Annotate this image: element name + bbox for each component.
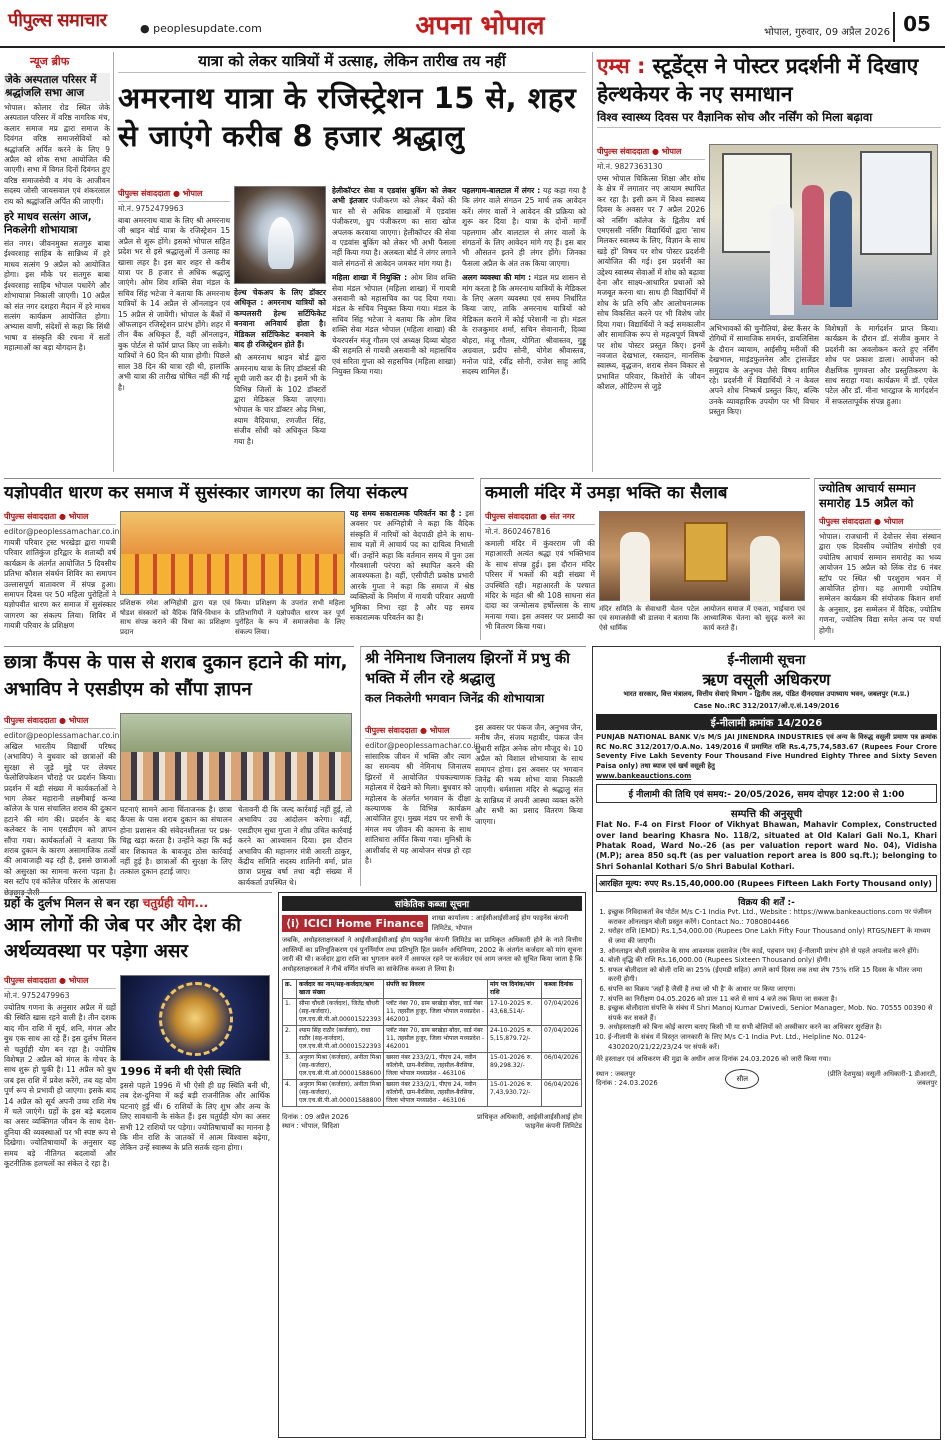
tribunal-address: भारत सरकार, वित्त मंत्रालय, वित्तीय सेवाएं विभाग - द्वितीय तल, पंडित दीनदयाल उपाध्याय भवन, जबलपुर (म.प्र.) — [623, 690, 910, 698]
property-schedule: Flat No. F-4 on First Floor of Vikhyat Bhawan, Mahavir Complex, Constructed over land bearing Khasra No. 118/2, situated at Old Kalari Gali No.1, Khari Phatak Road, Ward No.-26 (as per valuation report ward No. 04), Vidisha (M.P); area 850 sq.ft (as per valuation report area is 800 sq.ft.); belonging to Shri Sohanlal Kothari S/o Shri Babulal Kothari. — [596, 820, 937, 871]
subhead: यह समय सकारात्मक परिवर्तन का है : — [350, 509, 462, 518]
box-headline: 1996 में बनी थी ऐसी स्थिति — [120, 1065, 241, 1078]
box-body: इससे पहले 1996 में भी ऐसी ही ग्रह स्थिति बनी थी, तब देश-दुनिया में कई बड़ी राजनीतिक और आर्थिक घटनाएं हुई थीं। 6 राशियों के लिए शुभ और अन्य के लिए सावधानी के संकेत हैं। इस चतुर्ग्रही योग का असर सभी 12 राशियों पर पड़ेगा। ज्योतिषाचार्यों का मानना है कि मीन राशि के जातकों में आत्म विश्वास बढ़ेगा, लेकिन उन्हें स्वास्थ्य के प्रति सतर्क रहना होगा। — [120, 1081, 270, 1153]
story-body: गायत्री परिवार ट्रस्ट भरखेड़ा द्वारा गायत्री परिवार शांतिकुंज हरिद्वार के शताब्दी वर्ष कार्यक्रम के अंतर्गत आयोजित 5 दिवसीय प्रतिभा कौशल संवर्धन शिविर का समापन उल्लासपूर्ण वातावरण में संपन्न हुआ। समापन दिवस पर 50 महिला पुरोहितों ने यज्ञोपवीत धारण कर समाज में सुसंस्कार जागरण का संकल्प लिया। शिविर में गायत्री परिवार के प्रशिक्षण — [4, 538, 116, 631]
crowd-row — [121, 752, 351, 800]
icici-logo-icon: ⟨i⟩ — [286, 917, 300, 931]
authorised-officer: प्राधिकृत अधिकारी, आईसीआईसीआई होम फाइनेंस कंपनी लिमिटेड — [477, 1112, 582, 1131]
story-body: भोपाल। राजधानी में देवोत्तर सेवा संस्थान द्वारा एक दिवसीय ज्योतिष संगोष्ठी एवं ज्योतिष आचार्य सम्मान समारोह का भव्य आयोजन 15 अप्रैल को लिंक रोड 6 नंबर स्टॉप पर स्थित श्री परशुराम भवन में आयोजित होगा। यह आगामी ज्योतिष सम्मेलन कार्यक्रम की संयोजक किशन शर्मा के अनुसार, इस सम्मेलन में वैदिक, ज्योतिष गणना, ज्योतिष विद्या समेत अन्य पर चर्चा होगी। — [819, 532, 941, 635]
story-body-4b: मंडल मप्र शासन से मांग करता है कि अमरनाथ यात्रियों के मेडिकल के लिए अलग व्यवस्था एवं समय निर्धारित किया जाए, ताकि अमरनाथ यात्रियों को मेडिकल कराने में कोई परेशानी ना हो। मंडल के राजकुमार शर्मा, सचिन सेवानानी, दिव्या बोहरा, मंजू गौतम, योगिता श्रीवास्तव, गुड्डू अग्रवाल, प्रदीप सोनी, योगेश श्रीवास्तव, मनोज पांडे, रवींद्र सोनी, राजेश साहू आदि सदस्य शामिल हैं। — [462, 273, 586, 376]
case-parties: PUNJAB NATIONAL BANK V/s M/S JAI JINENDRA INDUSTRIES एवं अन्य के विरुद्ध वसूली प्रमाण पत्र क्रमांक RC No.RC 312/2017/O.A.No. 149/2016 में प्रमाणित राशि Rs.4,75,74,583.67 (Rupees Four Crore Seventy Five Lakh Seventy Four Thousand Five Hundred Eighty Three and Sixty Seven Paisa only) तथा ब्याज एवं खर्च वसूली हेतु — [596, 733, 937, 770]
byline: पीपुल्स संवाददाता ● भोपाल — [118, 186, 230, 202]
story-headline: यज्ञोपवीत धारण कर समाज में सुसंस्कार जागरण का लिया संकल्प — [4, 483, 408, 503]
story-body: ज्योतिष गणना के अनुसार अप्रैल में ग्रहों की स्थिति खास रहने वाली है। तीन दशक बाद मीन राशि में सूर्य, शनि, मंगल और बुध एक साथ आ रहे हैं। इस दुर्लभ मिलन से चतुर्ग्रही योग बन रहा है। ज्योतिष विशेषज्ञ 2 अप्रैल को मंगल के गोचर के साथ शुरू हो चुकी है। 11 अप्रैल को बुध जब इस राशि में प्रवेश करेंगे, तब यह योग पूर्ण रूप से प्रभावी हो जाएगा। इसके बाद 14 अप्रैल को सूर्य अपनी उच्च राशि मेष में चले जाएंगे। ग्रहों के इस बड़े बदलाव का असर व्यक्तिगत जीवन के साथ देश-दुनिया की व्यवस्थाओं पर भी स्पष्ट रूप से दिखेगा। ज्योतिषाचार्यों के अनुसार यह समय बड़े नीतिगत बदलावों और कूटनीतिक हलचलों का संकेत दे रहा है। — [4, 1003, 116, 1169]
story-kicker: एम्स : — [597, 54, 646, 78]
mobile-number: मो.नं. 9752479963 — [118, 204, 184, 213]
reserve-price: आरक्षित मूल्य: रुपए Rs.15,40,000.00 (Rupees Fifteen Lakh Forty Thousand only) — [596, 875, 937, 892]
subhead: हेलीकॉप्टर सेवा व एडवांस बुकिंग को लेकर अभी इंतजार — [332, 186, 456, 206]
story-headline: श्री नेमिनाथ जिनालय झिरनों में प्रभु की भक्ति में लीन रहे श्रद्धालु — [365, 651, 570, 687]
list-item: 3. ऑनलाइन बोली दस्तावेज के साथ आवश्यक दस्तावेज (पैन कार्ड, पहचान पत्र) ई-नीलामी प्रारंभ होने से पहले अपलोड करने होंगे। — [608, 947, 937, 957]
story-body: कमाली मंदिर में कुंवरराम जी की महाआरती अत्यंत श्रद्धा एवं भक्तिभाव के साथ संपन्न हुई। इस दौरान मंदिर परिसर में भक्तों की बड़ी संख्या में उपस्थिति रही। महाआरती के पश्चात मंदिर के महंत श्री श्री 108 साधना संत दादा का जन्मोत्सव हर्षोल्लास के साथ मनाया गया। इस अवसर पर प्रसादी का भी वितरण किया गया। — [485, 539, 595, 632]
table-row: 2. श्याम सिंह राठौर (कर्जदार), राधा राठौर (सह-कर्जदार), एल.एच.बी.पी.ओ.00001522393 प्लॉट नंबर 70, ग्राम बरखेड़ा बोंदर, वार्ड नंबर 11, तहसील हुजूर, जिला भोपाल मध्यप्रदेश - 462001 24-10-2025 रु. 5,15,879.72/- 07/04/2026 — [283, 1025, 582, 1052]
photo-caption-2: किया। प्रशिक्षण के उपरांत सभी महिला प्रतिभागियों ने यज्ञोपवीत धारण कर पूर्ण पुरोहित के रूप में समाजसेवा के लिए संकल्प लिया। — [235, 599, 345, 636]
story-body-3: चेतावनी दी कि जल्द कार्रवाई नहीं हुई, तो अभाविप उग्र आंदोलन करेगा। वहीं, एसडीएम सुधा गुप्ता ने शीघ्र उचित कार्रवाई करने का आश्वासन दिया। इस दौरान अभाविप की महानगर मंत्री आरती ठाकुर, केंद्रीय समिति सदस्य शालिनी वर्मा, प्रांत छात्रा प्रमुख वर्षा तथा बड़ी संख्या में कार्यकर्ता उपस्थित थे। — [238, 805, 352, 887]
case-number: Case No.:RC 312/2017/ओ.ए.सं.149/2016 — [693, 701, 840, 710]
aiims-story — [592, 52, 941, 472]
email: editor@peoplessamachar.co.in — [4, 731, 120, 740]
deity-frame — [684, 522, 728, 582]
table-row: 1. सीमा चौधरी (कर्जदार), जितेंद्र चौधरी (सह-कर्जदार), एल.एच.बी.पी.ओ.00001522393 प्लॉट नंबर 70, ग्राम बरखेड़ा बोंदर, वार्ड नंबर 11, तहसील हुजूर, जिला भोपाल मध्यप्रदेश - 462001 17-10-2025 रु. 43,68,514/- 07/04/2026 — [283, 998, 582, 1025]
abvp-story — [4, 646, 354, 897]
person-figure — [770, 205, 794, 315]
crowd-row — [121, 554, 344, 594]
notice-title: ई-नीलामी सूचना — [727, 653, 806, 668]
globe-icon: ● — [140, 22, 150, 35]
person-figure — [750, 536, 780, 602]
brief-item-body: संत नगर। जीवनमुक्त सतगुरु बाबा ईश्वरशाह साहिब के सान्निध्य में हरे माधव सत्संग 9 अप्रैल को आयोजित होगा। इस मौके पर सतगुरु बाबा ईश्वरशाह साहिब भोपाल पधारेंगे और शोभायात्रा निकाली जाएगी। 10 अप्रैल को संत नगर दशहरा मैदान में हरे माधव सत्संग कार्यक्रम आयोजित होगा। अभ्यास वाणी, संदेशों से कहा कि सिंधी भाषा व संस्कृति की रचना में सतों महात्माओं का बड़ा योगदान है। — [4, 239, 110, 353]
subhead: अलग व्यवस्था की मांग : — [462, 273, 532, 283]
logo-text: पीपुल्स समाचार — [8, 10, 107, 31]
byline: पीपुल्स संवाददाता ● भोपाल — [4, 509, 116, 525]
story-headline: छात्रा कैंपस के पास से शराब दुकान हटाने की मांग, अभाविप ने एसडीएम को सौंपा ज्ञापन — [4, 652, 348, 700]
byline: पीपुल्स संवाददाता ● संत नगर — [485, 509, 595, 525]
notice-place: स्थान : भोपाल, विदिशा — [282, 1122, 340, 1131]
subhead: पहलगाम-बालटाल में लंगर : — [462, 186, 541, 195]
story-subhead: विश्व स्वास्थ्य दिवस पर वैज्ञानिक सोच और नर्सिंग को मिला बढ़ावा — [597, 110, 941, 128]
news-brief-label: न्यूज ब्रीफ — [4, 52, 110, 71]
brief-item-2 — [4, 211, 110, 353]
story-headline: एम्स : स्टूडेंट्स ने पोस्टर प्रदर्शनी में दिखाए हेल्थकेयर के नए समाधान — [597, 54, 919, 106]
ice-lingam-shape — [268, 217, 294, 269]
story-body-2: अभिभावकों की चुनौतियां, ब्रेस्ट कैंसर के रोगियों में सामाजिक समर्थन, डायलिसिस के दौरान व्यायाम, आईसीयू मरीजों की देखभाल, माइंडफुलनेस और ट्रांसजेंडर समुदाय के अनुभव जैसे विषय शामिल रहे। प्रदर्शनी में विद्यार्थियों ने न केवल अपने शोध निष्कर्ष प्रस्तुत किए, बल्कि उनके व्यावहारिक उपयोग पर भी विचार प्रस्तुत किए। — [709, 324, 819, 417]
byline: पीपुल्स संवाददाता ● भोपाल — [819, 514, 941, 530]
auction-date: ई नीलामी की तिथि एवं समय:- 20/05/2026, समय दोपहर 12:00 से 1:00 — [596, 784, 937, 803]
byline: पीपुल्स संवाददाता ● भोपाल — [597, 144, 705, 160]
person-figure — [802, 185, 824, 305]
byline: पीपुल्स संवाददाता ● भोपाल — [4, 973, 116, 989]
auction-website[interactable]: www.bankeauctions.com — [596, 771, 692, 780]
story-headline: आम लोगों की जेब पर और देश की अर्थव्यवस्था पर पड़ेगा असर — [4, 915, 241, 962]
photo-caption-2: आयोजन समाज में एकता, भाईचारा एवं आध्यात्मिक चेतना को सुदृढ़ करने का कार्य करते हैं। — [703, 605, 805, 632]
person-figure — [620, 532, 650, 602]
story-body-2: इस अवसर पर पंकज जैन, अनुभव जैन, मनीष जैन, संजय महावीर, पंकज जैन सुधारी सहित अनेक लोग मौजूद थे। 10 अप्रैल को विशाल शोभायात्रा के साथ समापन होगा। इस अवसर पर भगवान जिनेंद्र की भव्य शोभा यात्रा निकाली जाएगी। धर्मशाला मंदिर से श्रद्धालु संत के सान्निध्य में अपनी आस्था व्यक्त करेंगे और सभी का प्रसाद वितरण किया जाएगा। — [475, 723, 583, 826]
table-header: संपत्ति का विवरण — [384, 979, 488, 998]
newspaper-logo — [8, 8, 136, 42]
byline: पीपुल्स संवाददाता ● भोपाल — [4, 713, 116, 729]
table-header-row — [283, 979, 582, 998]
story-body-3: पंजीकरण को लेकर बैंकों की चार सौ से अधिक शाखाओं में एडवांस पंजीकरण, ग्रुप पंजीकरण का सारा खोज अपलक करवाया जाएगा। हेलीकॉप्टर की सेवा व एडवांस बुकिंग को लेकर भी अभी फैसला नहीं किया गया है। अलबता बोर्ड ने लंगर लगाने वाले संगठनों से आवेदन जमकर मांग गया है। — [332, 196, 457, 268]
table-header: कर्जदार का नाम/सह-कर्जदार/ऋण खाता संख्या — [297, 979, 384, 998]
drt-e-auction-notice — [592, 646, 941, 1440]
news-brief-column — [4, 52, 114, 472]
story-headline: कमाली मंदिर में उमड़ा भक्ति का सैलाब — [485, 483, 728, 503]
masthead — [0, 0, 945, 48]
kamali-story — [480, 478, 810, 640]
temple-deity-photo — [599, 511, 805, 601]
table-header: क्र. — [283, 979, 297, 998]
page-number: 05 — [893, 12, 939, 42]
list-item: 7. संपत्ति का निरीक्षण 04.05.2026 को प्रातः 11 बजे से सायं 4 बजे तक किया जा सकता है। — [608, 995, 937, 1005]
story-kicker: यात्रा को लेकर यात्रियों में उत्साह, लेकिन तारीख तय नहीं — [118, 52, 586, 73]
zodiac-ring — [159, 982, 233, 1056]
neminath-story — [360, 646, 586, 886]
photo-caption: मंदिर समिति के सेवाधारी चेतन पटेल एवं समाजसेवी श्री डालवा ने बताया कि ऐसे धार्मिक — [599, 605, 699, 632]
email: editor@peoplessamachar.co.in — [4, 527, 120, 536]
table-header: मांग पत्र दिनांक/मांग राशि — [488, 979, 542, 998]
icici-logo: ⟨i⟩ ICICI Home Finance — [282, 915, 428, 932]
official-seal: सील — [725, 1069, 759, 1089]
story-body-2: श्री अमरनाथ श्राइन बोर्ड द्वारा अमरनाथ यात्रा के लिए डॉक्टर्स की सूची जारी कर दी है। इसमें भी के विभिन्न जिलों के 102 डॉक्टरों द्वारा मेडिकल किया जाएगा। भोपाल के चार डॉक्टर ओढ़ मिश्रा, श्याम वैदियाधा, रणजीत सिंह, संजीव सोंधी को अधिकृत किया गया है। — [234, 353, 327, 446]
schedule-heading: सम्पत्ति की अनुसूची — [730, 809, 803, 821]
issue-statement: मेरे हस्ताक्षर एवं अधिकरण की मुद्रा के अधीन आज दिनांक 24.03.2026 को जारी किया गया। — [596, 1055, 831, 1064]
amarnath-shivling-photo — [234, 186, 326, 284]
mobile-number: मो.नं. 9752479963 — [4, 991, 70, 1000]
protest-photo — [120, 713, 352, 801]
table-row: 4. अनुराग मिश्रा (कर्जदार), अनीता मिश्रा (सह-कर्जदार), एल.एच.बी.पी.ओ.00001588800 खसरा नंबर 233/2/1, पीएच 24, नवीन कॉलोनी, ग्राम-बैरसिया, तहसील-बैरसिया, जिला भोपाल मध्यप्रदेश - 463106 15-01-2026 रु. 7,43,930.72/- 06/04/2026 — [283, 1079, 582, 1106]
notice-date: दिनांक : 09 अप्रैल 2026 — [282, 1112, 349, 1121]
list-item: 1. इच्छुक निविदाकर्ता वेब पोर्टल M/s C-1 India Pvt. Ltd., Website : https://www.bankeauctions.com पर पंजीयन कराकर ऑनलाइन बोली प्रस्तुत करेंगे। Contact No.: 7080804466 — [608, 908, 937, 927]
subhead: महिला शाखा में नियुक्ति : — [332, 273, 408, 283]
list-item: 9. अधोहस्ताक्षरी को बिना कोई कारण बताए किसी भी या सभी बोलियों को अस्वीकार करने का अधिकार सुरक्षित है। — [608, 1023, 937, 1033]
notice-date: दिनांक : 24.03.2026 — [596, 1079, 658, 1088]
story-body-2: घटनाएं सामने आना चिंताजनक है। छात्रा कैंपस के पास शराब दुकान का संचालन होना प्रशासन की संवेदनशीलता पर प्रश्न-चिह्न खड़ा करता है। उन्होंने कहा कि कई बार शिकायत के बावजूद ठोस कार्रवाई नहीं हुई है। छात्राओं की सुरक्षा के लिए तत्काल दुकान हटाई जाए। — [120, 805, 232, 877]
story-body: बाबा अमरनाथ यात्रा के लिए श्री अमरनाथ जी श्राइन बोर्ड यात्रा के रजिस्ट्रेशन 15 अप्रैल से शुरू होंगे। इसको भोपाल सहित प्रदेश भर से इसे श्रद्धालुओं में उत्साह का खासा लहर है। इस बार शहर से करीब यात्रा पर 8 हजार से अधिक श्रद्धालु जाएंगे। ओम शिव शक्ति सेवा मंडल के सचिव सिंह भटेजा ने बताया कि अमरनाथ यात्रियों के 14 अप्रैल से ऑनलाइन एवं 15 अप्रैल से जायेंगी। भोपाल के बैंकों में ऑफलाइन रजिस्ट्रेशन प्रारंभ होंगे। शहर में तीन बैंक अधिकृत हैं, वहीं ऑनलाइन, बुक पोर्टल से फॉर्म प्राप्त किए जा सकेंगे। यात्रियों ने 60 दिन की यात्रा होगी। पिछले साल 38 दिन की यात्रा रही थी, हालांकि अभी यात्रा की तारीख घोषित नहीं की गई है। — [118, 216, 230, 392]
poster-exhibition-photo — [709, 144, 938, 320]
icici-possession-notice — [278, 892, 586, 1438]
recovery-officer: (प्रीति देशमुख) वसूली अधिकारी-1 डीआरटी, जबलपुर — [827, 1069, 937, 1088]
photo-caption: हेल्थ चेकअप के लिए डॉक्टर अधिकृत : अमरनाथ यात्रियों को कम्पलसरी हेल्थ सर्टिफिकेट बनवाना अनिवार्य होता है। मेडिकल सर्टिफिकेट बनवाने के बाद ही रजिस्ट्रेशन होते हैं। — [234, 288, 326, 350]
terms-heading: विक्रय की शर्तें :- — [738, 898, 795, 909]
brief-item-body: भोपाल। कोलार रोड स्थित जेके अस्पताल परिसर में वरिष्ठ नागरिक मंच, कलार समाज मप्र द्वारा समाज के दिवंगत वरिष्ठ समाजसेवियों को श्रद्धांजलि अर्पित करने के लिए 9 अप्रैल को शोक सभा आयोजित की जाएगी। सभा में विगत दिनों दिवंगत हुए वरिष्ठ समाजसेवी व मंच के आजीवन सदस्य जोसी जायसवाल एवं शंकरलाल राय को श्रद्धांजलि अर्पित की जाएगी। — [4, 103, 110, 206]
photo-caption: प्रशिक्षक रमेश अग्निहोत्री द्वारा यज्ञ एवं षोडश संस्कारों को वैदिक विधि-विधान के साथ संपन्न कराने की विधा का प्रशिक्षण प्रदान — [120, 599, 230, 636]
story-body: एम्स भोपाल चिकित्सा शिक्षा और शोध के क्षेत्र में लगातार नए आयाम स्थापित कर रहा है। इसी क्रम में विश्व स्वास्थ्य दिवस के अवसर पर 7 अप्रैल 2026 को नर्सिंग कॉलेज के द्वितीय वर्ष एमएससी नर्सिंग विद्यार्थियों द्वारा 'साथ मिलकर स्वास्थ्य के लिए, विज्ञान के साथ खड़े हों' विषय पर शोध पोस्टर प्रदर्शनी आयोजित की गई। इस प्रदर्शनी का उद्देश्य स्वास्थ्य सेवाओं में शोध को बढ़ावा देना और साक्ष्य-आधारित प्रथाओं को मजबूत करना था। साथ ही विद्यार्थियों में शोध के प्रति रुचि और आलोचनात्मक सोच विकसित करने पर भी विशेष जोर दिया गया। विद्यार्थियों ने कई समकालीन और सामाजिक रूप से महत्वपूर्ण विषयों पर शोध पोस्टर प्रस्तुत किए। इनमें नवजात देखभाल, रक्तदान, मानसिक स्वास्थ्य, वृद्धजन, शराब सेवन विकार से प्रभावित परिवार, किशोरों के जीवन कौशल, ऑटिज्म से जुड़े — [597, 174, 705, 392]
brief-item-1 — [4, 73, 110, 207]
notice-title: सांकेतिक कब्जा सूचना — [282, 896, 582, 911]
email: editor@peoplessamachar.co.in — [365, 741, 481, 750]
website-link[interactable]: ● peoplesupdate.com — [140, 22, 262, 35]
section-title: अपना भोपाल — [415, 11, 545, 41]
list-item: 6. संपत्ति का विक्रय 'जहाँ है जैसी है तथा जो भी है' के आधार पर किया जाएगा। — [608, 985, 937, 995]
mobile-number: मो.नं. 8602467816 — [485, 527, 551, 536]
story-body: अखिल भारतीय विद्यार्थी परिषद (अभाविप) ने बुधवार को छात्राओं की सुरक्षा से जुड़े मुद्दे पर लेक्चर फेलोशिपकेशन चौराहे पर प्रदर्शन किया। प्रदर्शन में बड़ी संख्या में कार्यकर्ताओं ने भाग लेकर महारानी लक्ष्मीबाई कन्या कॉलेज के पास संचालित शराब की दुकान हटाने की मांग की। प्रदर्शन के बाद कलेक्टर के नाम एसडीएम को ज्ञापन सौंपा गया। कार्यकर्ताओं ने बताया कि शराब दुकान के कारण असामाजिक तत्वों की आवाजाही बढ़ रही है, इससे छात्राओं को असुरक्षा का सामना करना पड़ता है। बस स्टॉप एवं कॉलेज परिसर के आसपास छेड़छाड़ जैसी — [4, 742, 116, 897]
story-kicker: ग्रहों के दुर्लभ मिलन से बन रहा चतुर्ग्रही योग... — [4, 896, 209, 910]
tribunal-name: ऋण वसूली अधिकरण — [702, 670, 831, 689]
story-headline: अमरनाथ यात्रा के रजिस्ट्रेशन 15 से, शहर से जाएंगे करीब 8 हजार श्रद्धालु — [118, 81, 577, 153]
list-item: 10. ई-नीलामी के संबंध में विस्तृत जानकारी के लिए M/s C-1 India Pvt. Ltd., Helpline No. 0124-4302020/21/22/23/24 पर संपर्क करें। — [608, 1033, 937, 1052]
story-body-3: विशेषज्ञों के मार्गदर्शन प्राप्त किया। कार्यक्रम के दौरान डॉ. संजीव कुमार ने प्रदर्शनी का अवलोकन करते हुए नर्सिंग शोध पर प्रकाश डाला। आयोजन को शैक्षणिक गुणवत्ता और प्रस्तुतिकरण के साथ सराहा गया। कार्यक्रम में डॉ. एचेल पटेल और डॉ. मीना भारद्वाज के मार्गदर्शन में सफलतापूर्वक संपन्न हुआ। — [825, 324, 938, 406]
zodiac-wheel-graphic — [120, 975, 270, 1061]
brief-item-title: जेके अस्पताल परिसर में श्रद्धांजलि सभा आज — [4, 73, 110, 101]
story-subhead: कल निकलेगी भगवान जिनेंद्र की शोभायात्रा — [365, 691, 545, 705]
story-body-4: यह कहा गया है कि लंगर वाले संगठन 25 मार्च तक आवेदन करें। लंगर वालों ने आवेदन की प्रक्रिया को शुरू कर दिया है। यात्रा के दोनों मार्गों पहलगाम और बालटाल से लंगर वालों के संगठनों के लिए आवेदन मांगे गए हैं। इस बार भी औसतन इतने ही लंगर होंगे। जिनका फैसला अप्रैल के अंत तक किया जाएगा। — [462, 186, 586, 268]
notice-intro: जबकि, अधोहस्ताक्षरकर्ता ने आईसीआईसीआई होम फाइनेंस कंपनी लिमिटेड का प्राधिकृत अधिकारी होने के नाते वित्तीय आस्तियों का प्रतिभूतिकरण एवं पुनर्निर्माण तथा प्रतिभूति हित प्रवर्तन अधिनियम, 2002 के अंतर्गत कर्जदार को मांग सूचना जारी की थी। कर्जदार द्वारा राशि का भुगतान करने में असफल रहने पर कर्जदार एवं आम जनता को सूचित किया जाता है कि अधोहस्ताक्षरकर्ता ने नीचे वर्णित संपत्ति का सांकेतिक कब्जा ले लिया है। — [282, 936, 582, 973]
amarnath-story — [118, 52, 586, 472]
story-sidebar: इस अवसर पर अग्निहोत्री ने कहा कि वैदिक संस्कृति में नारियों को वेदपाठी होने के साथ-साथ यज्ञों में आचार्य पद का दायित्व निभाती थीं। उन्होंने कहा कि वर्तमान समय में पुनः उस गौरवशाली परंपरा को स्थापित करने की आवश्यकता है। वहीं, एसीपीटी प्रकोष्ठ प्रभारी आरके गुप्ता ने कहा कि समाज में श्रेष्ठ व्यक्तित्वों के निर्माण में गायत्री परिवार अग्रणी भूमिका निभा रहा है और यह समय सकारात्मक परिवर्तन का है। — [350, 509, 474, 623]
table-header: कब्जा दिनांक — [542, 979, 582, 998]
terms-list — [596, 908, 937, 1052]
possession-table — [282, 979, 582, 1107]
auction-number: ई-नीलामी क्रमांक 14/2026 — [596, 714, 937, 730]
jyotish-story — [814, 478, 941, 640]
women-priests-photo — [120, 511, 345, 595]
list-item: 5. सफल बोलीदाता को बोली राशि का 25% (ईएमडी सहित) अगले कार्य दिवस तक तथा शेष 75% राशि 15 दिवस के भीतर जमा करनी होगी। — [608, 966, 937, 985]
mobile-number: मो.नं. 9827363130 — [597, 162, 663, 171]
branch-address: शाखा कार्यालय : आईसीआईसीआई होम फाइनेंस कंपनी लिमिटेड, भोपाल — [431, 914, 569, 932]
dateline: भोपाल, गुरुवार, 09 अप्रैल 2026 — [764, 27, 890, 38]
story-body-3b: ओम शिव शक्ति सेवा मंडल भोपाल (महिला शाखा) में गायत्री असवानी को महासचिव का पद दिया गया। मंडल के सचिव नियुक्त किया गया। मंडल के सचिव सिंह भटेजा ने बताया कि ओम शिव शक्ति सेवा मंडल भोपाल (महिला शाखा) की चेयरपर्सन मंजू गौतम एवं अध्यक्ष दिव्या बोहरा की सहमति से गायत्री असवानी को महासचिव एवं सरिता गुप्ता को सहसचिव (महिला शाखा) नियुक्त किया गया। — [332, 273, 457, 376]
story-headline: ज्योतिष आचार्य सम्मान समारोह 15 अप्रैल को — [819, 481, 916, 510]
poster-board — [860, 151, 932, 255]
byline: पीपुल्स संवाददाता ● भोपाल — [365, 723, 471, 739]
list-item: 8. इच्छुक बोलीदाता संपत्ति के संबंध में Shri Manoj Kumar Dwivedi, Senior Manager, Mob. No. 70555 00390 से संपर्क कर सकते हैं। — [608, 1004, 937, 1023]
table-row: 3. अनुराग मिश्रा (कर्जदार), अनीता मिश्रा (सह-कर्जदार), एल.एच.बी.पी.ओ.00001588600 खसरा नंबर 233/2/1, पीएच 24, नवीन कॉलोनी, ग्राम-बैरसिया, तहसील-बैरसिया, जिला भोपाल मध्यप्रदेश - 463106 15-01-2026 रु. 89,298.32/- 06/04/2026 — [283, 1052, 582, 1079]
list-item: 2. धरोहर राशि (EMD) Rs.1,54,000.00 (Rupees One Lakh Fifty Four Thousand only) RTGS/NEFT के माध्यम से जमा की जाएगी। — [608, 927, 937, 946]
grahon-story — [4, 892, 272, 1442]
list-item: 4. बोली वृद्धि की राशि Rs.16,000.00 (Rupees Sixteen Thousand only) होगी। — [608, 956, 937, 966]
yagyopaveet-story — [4, 478, 474, 640]
brief-item-title: हरे माधव सत्संग आज, निकलेगी शोभायात्रा — [4, 211, 92, 237]
notice-place: स्थान : जबलपुर — [596, 1069, 636, 1078]
story-body: सांसारिक जीवन में भक्ति और त्याग का समन्वय श्री नेमिनाथ जिनालय झिरनों में आयोजित पंचकल्याणक महोत्सव में देखने को मिला। बुधवार को महोत्सव के अंतर्गत भगवान के दीक्षा कल्याणक के विभिन्न कार्यक्रम आयोजित हुए। मुख्य मंडप पर सभी के मंगल मय जीवन की कामना के साथ शांतिधारा अर्पित किया गया। मुनिश्री के आशीर्वाद से यह आयोजन संपन्न हो रहा है। — [365, 752, 471, 866]
person-figure — [830, 191, 852, 307]
